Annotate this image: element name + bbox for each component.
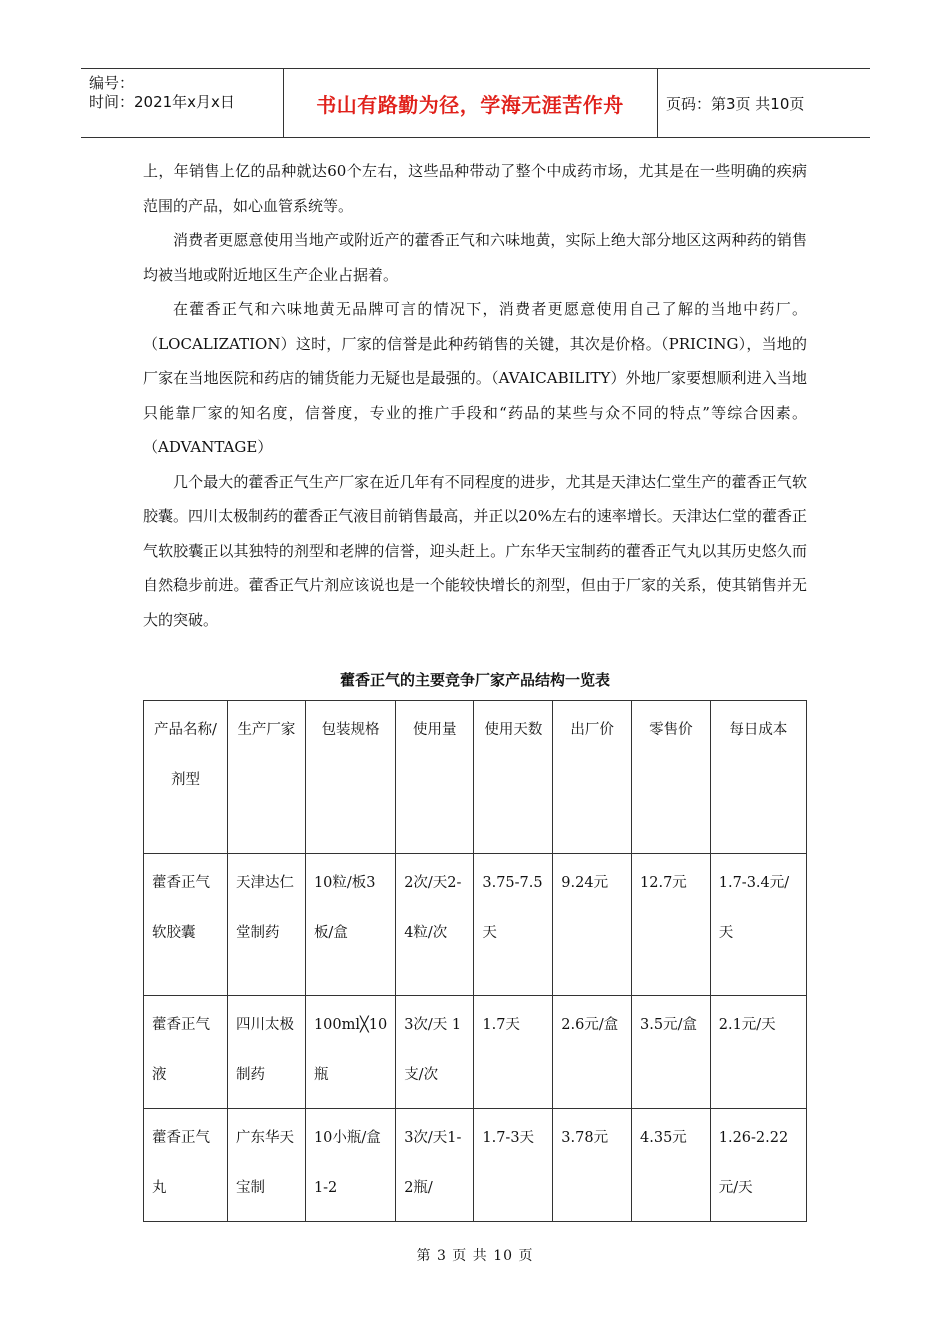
table-cell: 1.7天 [474, 996, 553, 1109]
code-label: 编号： [89, 74, 135, 92]
paragraph: 在藿香正气和六味地黄无品牌可言的情况下，消费者更愿意使用自己了解的当地中药厂。（LOCALIZATION）这时，厂家的信誉是此种药销售的关键，其次是价格。（PRICING），当地的厂家在当地医院和药店的铺货能力无疑也是最强的。（AVAICABILITY）外地厂家要想顺利进入当地只能靠厂家的知名度，信誉度，专业的推广手段和“药品的某些与众不同的特点”等综合因素。（ADVANTAGE） [143, 300, 807, 456]
table-cell: 9.24元 [553, 854, 632, 996]
paragraph: 几个最大的藿香正气生产厂家在近几年有不同程度的进步，尤其是天津达仁堂生产的藿香正气软胶囊。四川太极制药的藿香正气液目前销售最高，并正以20%左右的速率增长。天津达仁堂的藿香正气软胶囊正以其独特的剂型和老牌的信誉，迎头赶上。广东华天宝制药的藿香正气丸以其历史悠久而自然稳步前进。藿香正气片剂应该说也是一个能较快增长的剂型，但由于厂家的关系，使其销售并无大的突破。 [143, 472, 807, 629]
motto: 书山有路勤为径，学海无涯苦作舟 [283, 69, 658, 137]
page-footer: 第 3 页 共 10 页 [416, 1248, 534, 1264]
table-cell: 2.1元/天 [710, 996, 806, 1109]
header-cell: 每日成本 [710, 701, 806, 854]
table-header-row [144, 701, 807, 854]
table-row [144, 996, 807, 1109]
table-cell: 藿香正气软胶囊 [144, 854, 228, 996]
table-cell: 天津达仁堂制药 [227, 854, 305, 996]
table-title: 藿香正气的主要竞争厂家产品结构一览表 [339, 671, 610, 689]
table-cell: 10小瓶/盒 1-2 [305, 1109, 395, 1222]
table-cell: 12.7元 [632, 854, 711, 996]
product-table [143, 700, 807, 1222]
header-meta [81, 69, 284, 137]
table-cell: 3次/天 1支/次 [396, 996, 474, 1109]
table-cell: 10粒/板3板/盒 [305, 854, 395, 996]
table-cell: 1.7-3天 [474, 1109, 553, 1222]
table-cell: 2次/天2-4粒/次 [396, 854, 474, 996]
table-row [144, 854, 807, 996]
table-cell: 100ml╳10瓶 [305, 996, 395, 1109]
header-cell: 使用天数 [474, 701, 553, 854]
header-cell: 零售价 [632, 701, 711, 854]
paragraph: 消费者更愿意使用当地产或附近产的藿香正气和六味地黄，实际上绝大部分地区这两种药的销售均被当地或附近地区生产企业占据着。 [143, 231, 807, 284]
table-cell: 3.75-7.5天 [474, 854, 553, 996]
header-cell: 生产厂家 [227, 701, 305, 854]
table-cell: 2.6元/盒 [553, 996, 632, 1109]
table-cell: 广东华天宝制 [227, 1109, 305, 1222]
table-cell: 藿香正气丸 [144, 1109, 228, 1222]
table-cell: 藿香正气液 [144, 996, 228, 1109]
header-cell: 产品名称/剂型 [144, 701, 228, 854]
paragraph: 上，年销售上亿的品种就达60个左右，这些品种带动了整个中成药市场，尤其是在一些明确的疾病范围的产品，如心血管系统等。 [143, 162, 807, 215]
header-cell: 包装规格 [305, 701, 395, 854]
header-cell: 使用量 [396, 701, 474, 854]
table-row [144, 1109, 807, 1222]
page-label: 页码：第3页 共10页 [666, 94, 805, 113]
table-cell: 3.5元/盒 [632, 996, 711, 1109]
body-text [143, 154, 807, 637]
table-cell: 四川太极制药 [227, 996, 305, 1109]
header-cell: 出厂价 [553, 701, 632, 854]
date-label: 时间：2021年x月x日 [89, 93, 235, 111]
table-cell: 1.26-2.22元/天 [710, 1109, 806, 1222]
table-cell: 4.35元 [632, 1109, 711, 1222]
table-cell: 1.7-3.4元/天 [710, 854, 806, 996]
table-cell: 3.78元 [553, 1109, 632, 1222]
table-cell: 3次/天1-2瓶/ [396, 1109, 474, 1222]
document-header [81, 68, 870, 138]
